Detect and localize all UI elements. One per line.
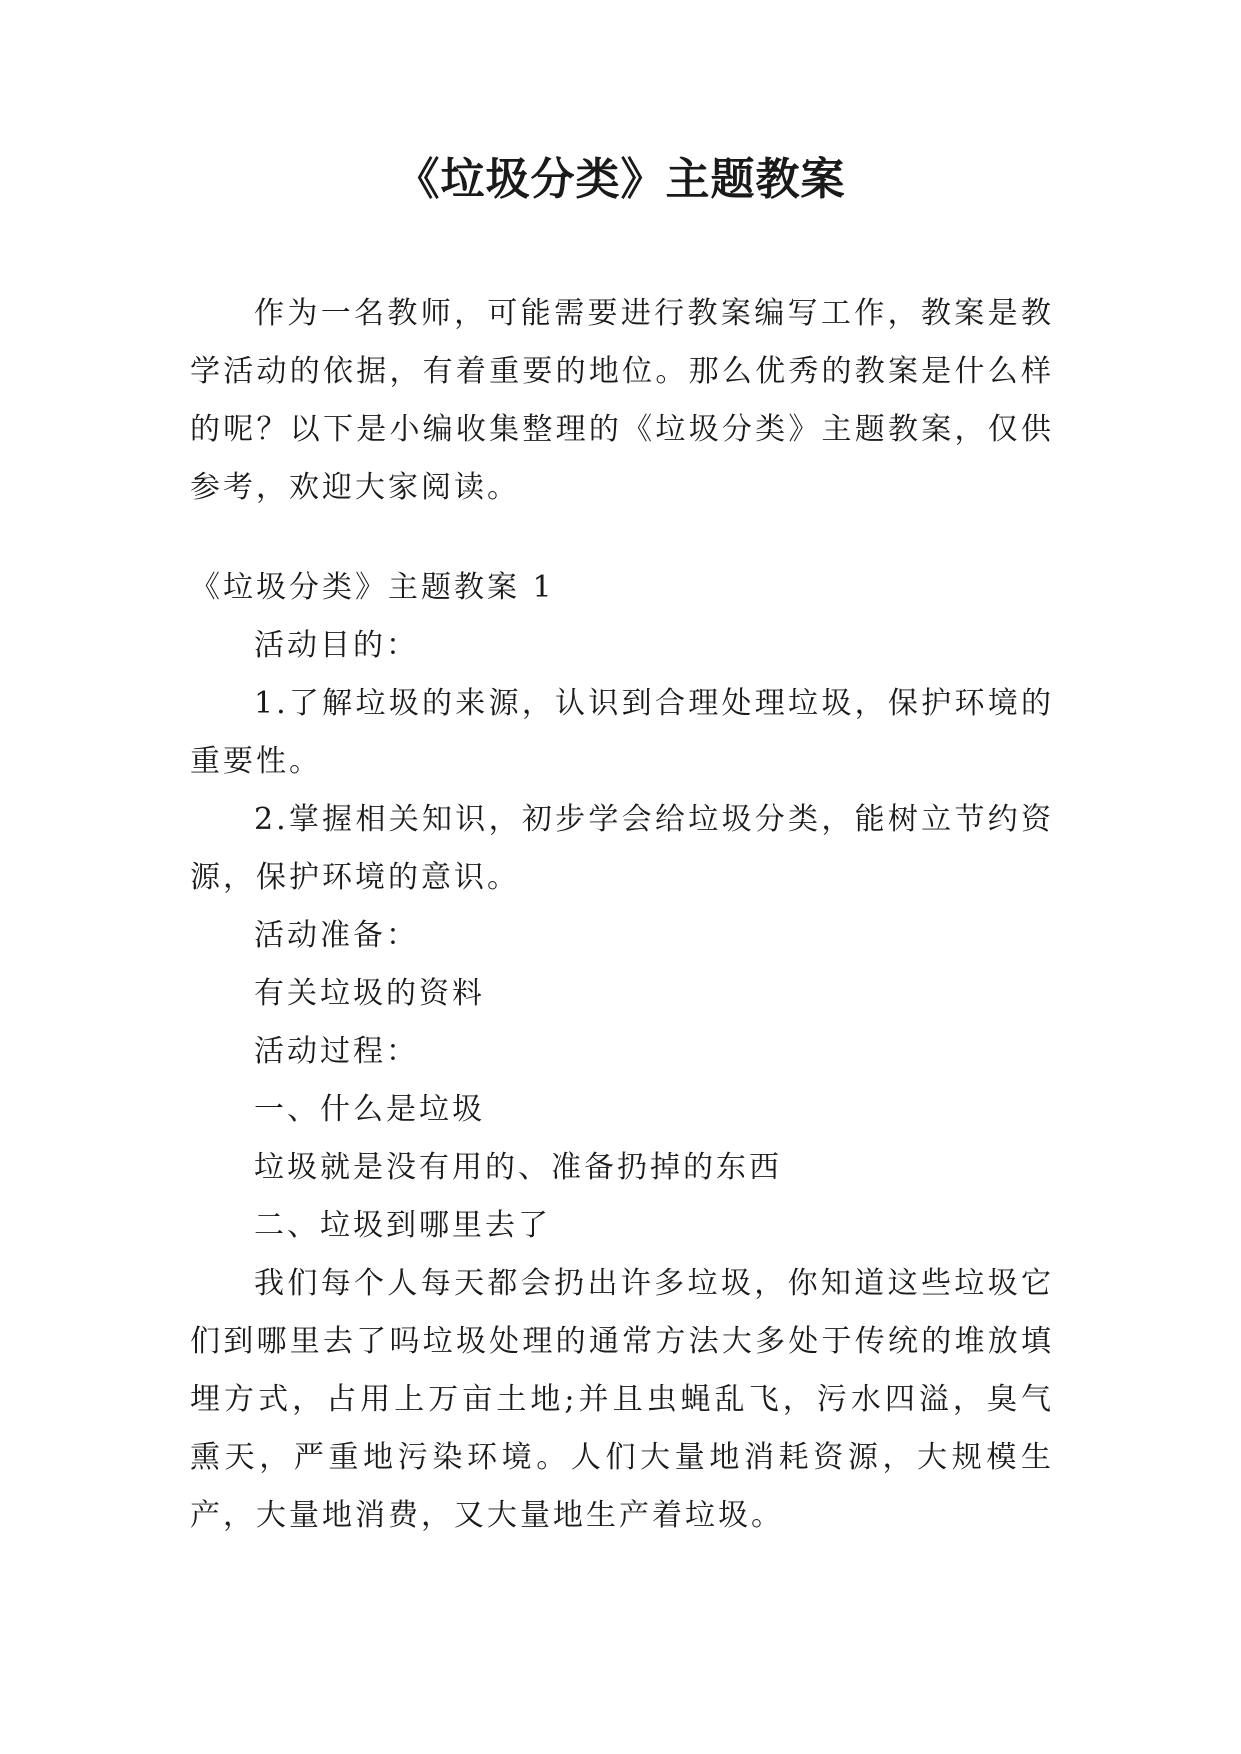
step-2-text: 我们每个人每天都会扔出许多垃圾，你知道这些垃圾它们到哪里去了吗垃圾处理的通常方法大多处于传统的堆放填埋方式，占用上万亩土地;并且虫蝇乱飞，污水四溢，臭气熏天，严重地污染环境。人们大量地消耗资源，大规模生产，大量地消费，又大量地生产着垃圾。 <box>190 1266 1054 1533</box>
step-1-text: 垃圾就是没有用的、准备扔掉的东西 <box>254 1150 782 1185</box>
process-heading: 活动过程： <box>254 1034 419 1069</box>
goal-item-2: 2.掌握相关知识，初步学会给垃圾分类，能树立节约资源，保护环境的意识。 <box>190 802 1054 895</box>
step-1-heading: 一、什么是垃圾 <box>254 1092 485 1127</box>
goal-heading: 活动目的： <box>254 628 419 663</box>
document-body <box>190 285 1054 1545</box>
document-title: 《垃圾分类》主题教案 <box>395 154 846 205</box>
step-2-heading: 二、垃圾到哪里去了 <box>254 1208 551 1243</box>
prep-text: 有关垃圾的资料 <box>254 976 485 1011</box>
prep-heading: 活动准备： <box>254 918 419 953</box>
section-title: 《垃圾分类》主题教案 1 <box>190 570 555 605</box>
goal-item-1: 1.了解垃圾的来源，认识到合理处理垃圾，保护环境的重要性。 <box>190 686 1054 779</box>
intro-paragraph: 作为一名教师，可能需要进行教案编写工作，教案是教学活动的依据，有着重要的地位。那么优秀的教案是什么样的呢？以下是小编收集整理的《垃圾分类》主题教案，仅供参考，欢迎大家阅读。 <box>190 296 1054 505</box>
